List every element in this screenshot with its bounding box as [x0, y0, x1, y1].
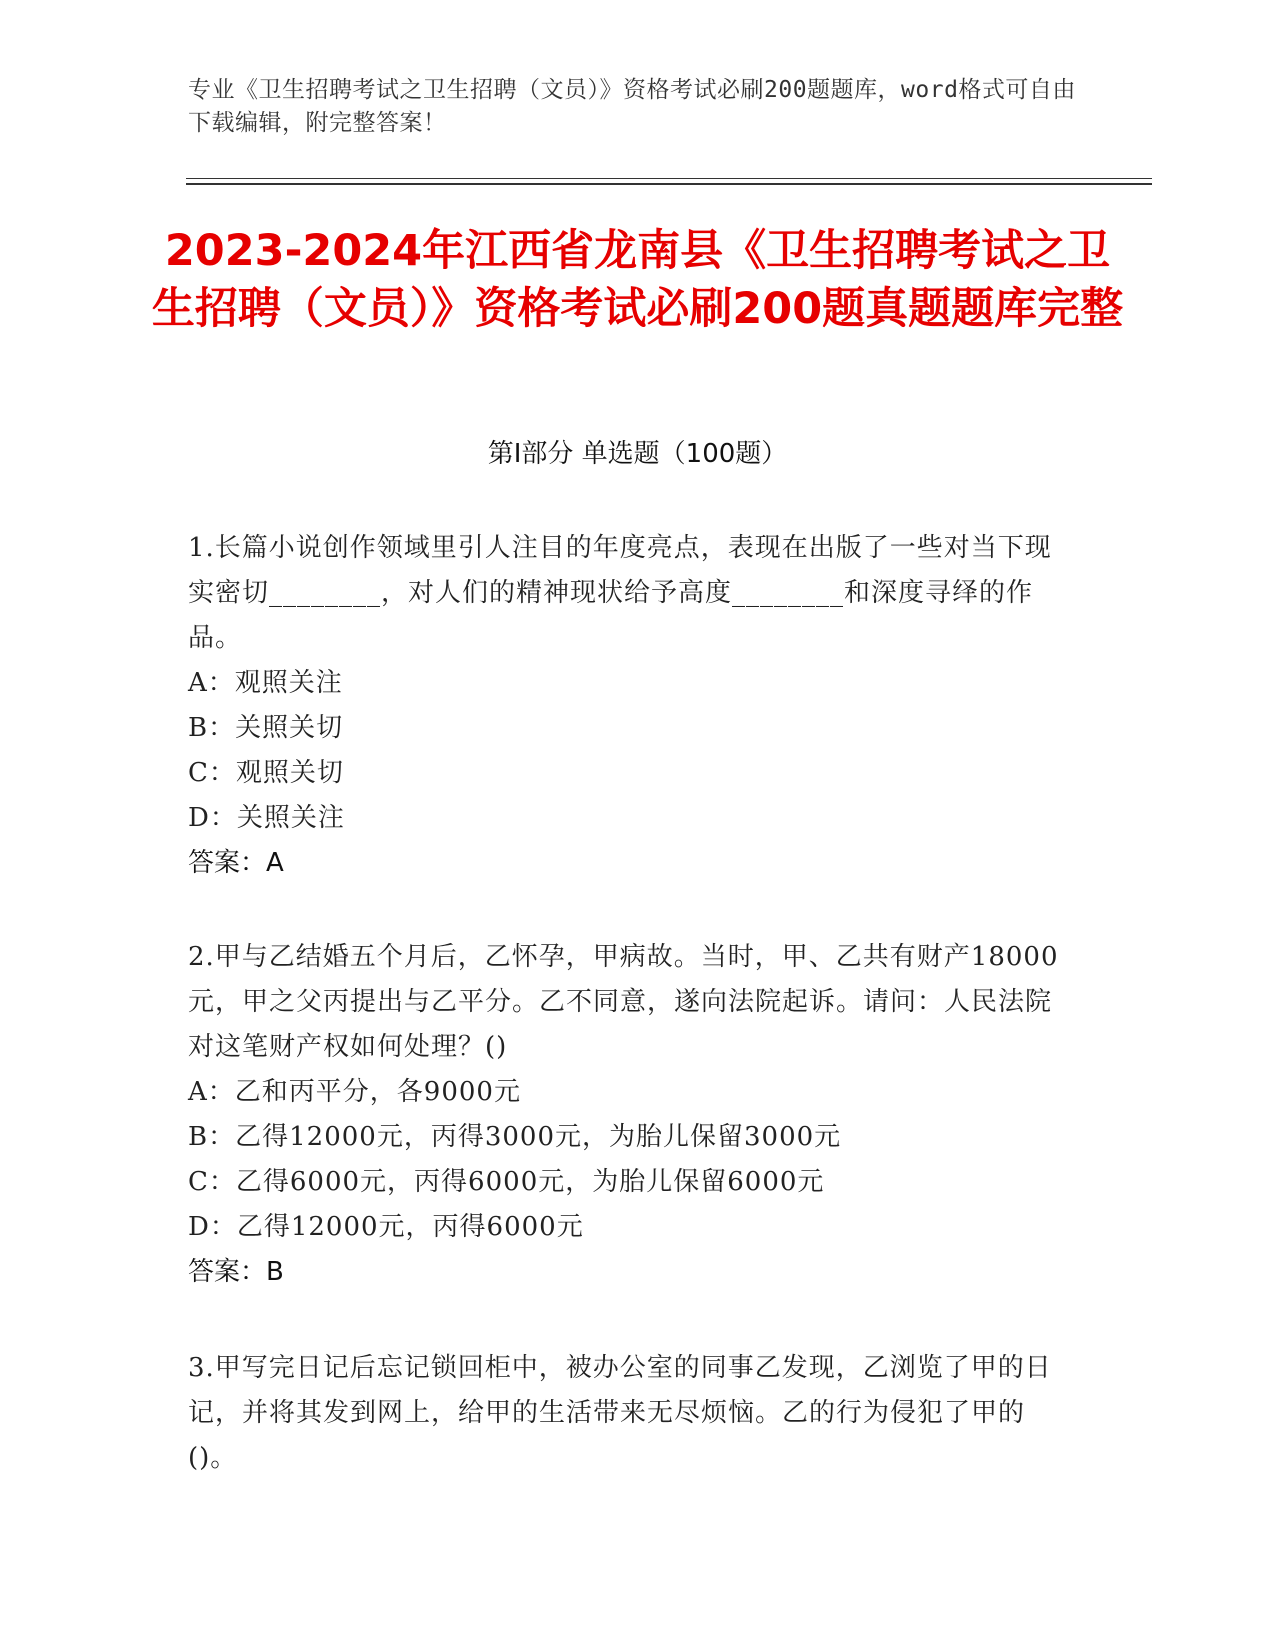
- option-a: A：乙和丙平分，各9000元: [188, 1077, 521, 1107]
- option-a: A：观照关注: [188, 668, 343, 698]
- header-divider-thin: [186, 178, 1152, 179]
- question-stem: 1.长篇小说创作领域里引人注目的年度亮点，表现在出版了一些对当下现实密切________，对人们的精神现状给予高度________和深度寻绎的作品。: [188, 533, 1052, 653]
- question-stem: 2.甲与乙结婚五个月后，乙怀孕，甲病故。当时，甲、乙共有财产18000元，甲之父丙提出与乙平分。乙不同意，遂向法院起诉。请问：人民法院对这笔财产权如何处理？(): [188, 942, 1059, 1062]
- option-d: D：乙得12000元，丙得6000元: [188, 1212, 584, 1242]
- header-divider-thick: [186, 183, 1152, 185]
- question-stem: 3.甲写完日记后忘记锁回柜中，被办公室的同事乙发现，乙浏览了甲的日记，并将其发到网上，给甲的生活带来无尽烦恼。乙的行为侵犯了甲的()。: [188, 1353, 1052, 1473]
- section-heading: 第Ⅰ部分 单选题（100题）: [487, 439, 788, 469]
- option-c: C：观照关切: [188, 758, 344, 788]
- document-title: 2023-2024年江西省龙南县《卫生招聘考试之卫生招聘（文员）》资格考试必刷200题真题题库完整: [151, 226, 1124, 334]
- option-b: B：关照关切: [188, 713, 344, 743]
- document-header-note: 专业《卫生招聘考试之卫生招聘（文员）》资格考试必刷200题题库，word格式可自由下载编辑，附完整答案！: [188, 77, 1076, 136]
- question-3: [188, 1346, 1068, 1481]
- option-d: D：关照关注: [188, 803, 345, 833]
- answer-line: 答案：B: [188, 1257, 284, 1287]
- option-b: B：乙得12000元，丙得3000元，为胎儿保留3000元: [188, 1122, 842, 1152]
- option-c: C：乙得6000元，丙得6000元，为胎儿保留6000元: [188, 1167, 825, 1197]
- question-2: [188, 935, 1068, 1295]
- answer-line: 答案：A: [188, 848, 284, 878]
- question-1: [188, 526, 1068, 886]
